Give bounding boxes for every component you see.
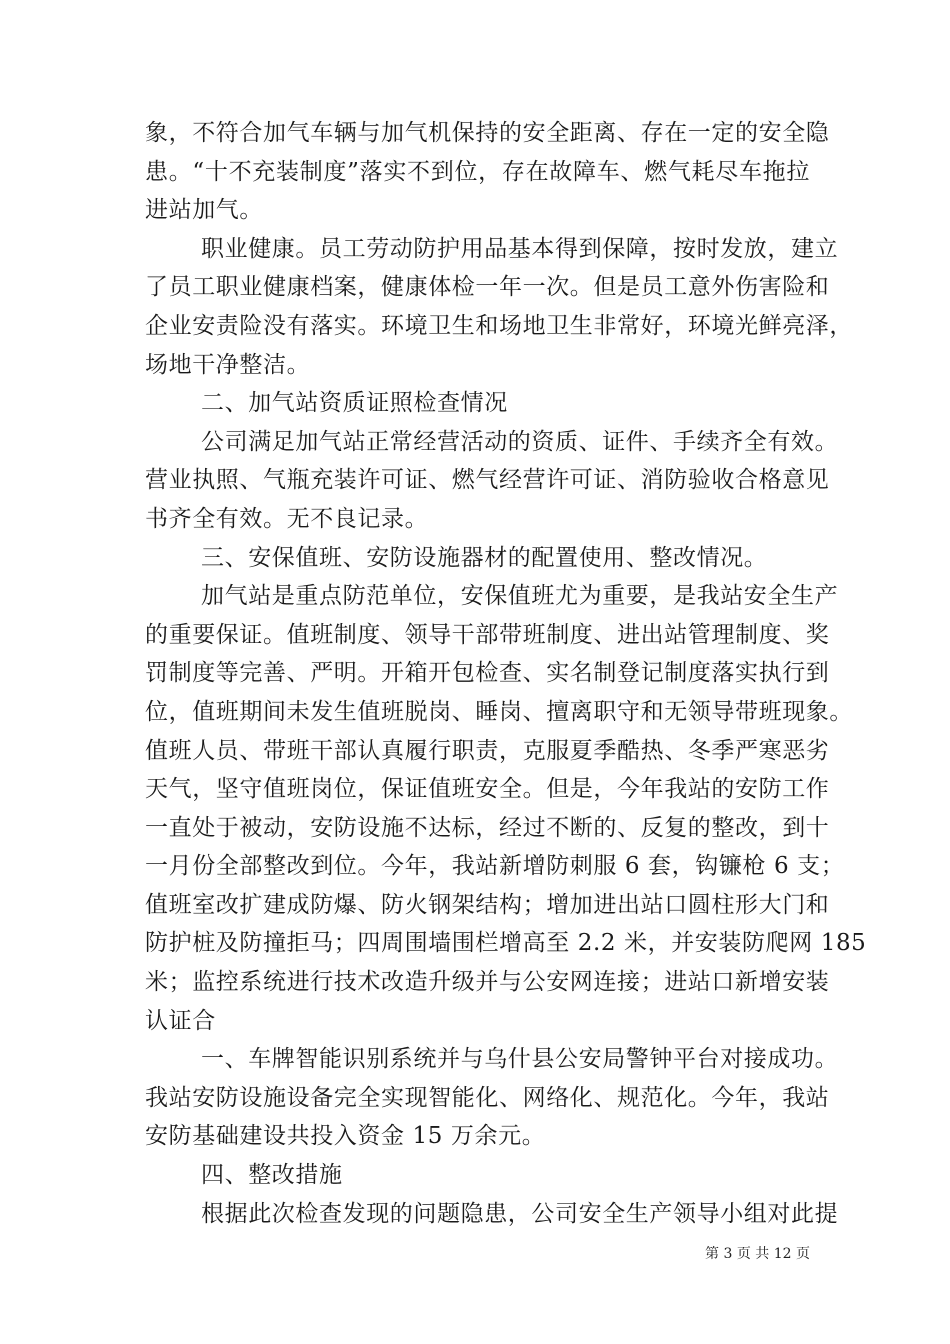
section-heading — [145, 384, 810, 423]
text-line: 值班室改扩建成防爆、防火钢架结构；增加进出站口圆柱形大门和 — [145, 891, 830, 918]
paragraph — [145, 114, 830, 230]
paragraph — [145, 1195, 839, 1234]
text-line: 一、车牌智能识别系统并与乌什县公安局警钟平台对接成功。 — [201, 1046, 839, 1073]
text-line: 场地干净整洁。 — [145, 351, 311, 378]
section-heading — [145, 1156, 810, 1195]
text-line: 安防基础建设共投入资金 15 万余元。 — [145, 1123, 546, 1150]
text-line: 公司满足加气站正常经营活动的资质、证件、手续齐全有效。 — [201, 428, 839, 455]
text-line: 一月份全部整改到位。今年，我站新增防刺服 6 套，钩镰枪 6 支； — [145, 853, 845, 880]
text-line: 认证合 — [145, 1007, 216, 1034]
text-line: 根据此次检查发现的问题隐患，公司安全生产领导小组对此提 — [201, 1200, 839, 1227]
text-line: 四、整改措施 — [201, 1162, 343, 1189]
text-line: 二、加气站资质证照检查情况 — [201, 390, 508, 417]
document-body — [145, 114, 867, 1233]
text-line: 位，值班期间未发生值班脱岗、睡岗、擅离职守和无领导带班现象。 — [145, 698, 853, 725]
text-line: 了员工职业健康档案，健康体检一年一次。但是员工意外伤害险和 — [145, 274, 830, 301]
text-line: 职业健康。员工劳动防护用品基本得到保障，按时发放，建立 — [201, 235, 839, 262]
text-line: 我站安防设施设备完全实现智能化、网络化、规范化。今年，我站 — [145, 1084, 830, 1111]
text-line: 天气，坚守值班岗位，保证值班安全。但是，今年我站的安防工作 — [145, 776, 830, 803]
paragraph — [145, 423, 839, 539]
text-line: 加气站是重点防范单位，安保值班尤为重要，是我站安全生产 — [201, 583, 839, 610]
section-heading — [145, 539, 810, 578]
text-line: 企业安责险没有落实。环境卫生和场地卫生非常好，环境光鲜亮泽， — [145, 312, 853, 339]
text-line: 罚制度等完善、严明。开箱开包检查、实名制登记制度落实执行到 — [145, 660, 830, 687]
text-line: 三、安保值班、安防设施器材的配置使用、整改情况。 — [201, 544, 768, 571]
text-line: 进站加气。 — [145, 197, 263, 224]
text-line: 的重要保证。值班制度、领导干部带班制度、进出站管理制度、奖 — [145, 621, 830, 648]
text-line: 营业执照、气瓶充装许可证、燃气经营许可证、消防验收合格意见 — [145, 467, 830, 494]
paragraph — [145, 230, 853, 384]
page-number: 第 3 页 共 12 页 — [705, 1246, 810, 1262]
text-line: 一直处于被动，安防设施不达标，经过不断的、反复的整改，到十 — [145, 814, 830, 841]
text-line: 象，不符合加气车辆与加气机保持的安全距离、存在一定的安全隐 — [145, 120, 830, 146]
text-line: 患。“十不充装制度”落实不到位，存在故障车、燃气耗尽车拖拉 — [145, 158, 810, 185]
text-line: 米；监控系统进行技术改造升级并与公安网连接；进站口新增安装 — [145, 969, 830, 996]
paragraph — [145, 1040, 839, 1156]
text-line: 值班人员、带班干部认真履行职责，克服夏季酷热、冬季严寒恶劣 — [145, 737, 830, 764]
text-line: 书齐全有效。无不良记录。 — [145, 505, 429, 532]
text-line: 防护桩及防撞拒马；四周围墙围栏增高至 2.2 米，并安装防爬网 185 — [145, 930, 867, 957]
paragraph — [145, 577, 867, 1040]
